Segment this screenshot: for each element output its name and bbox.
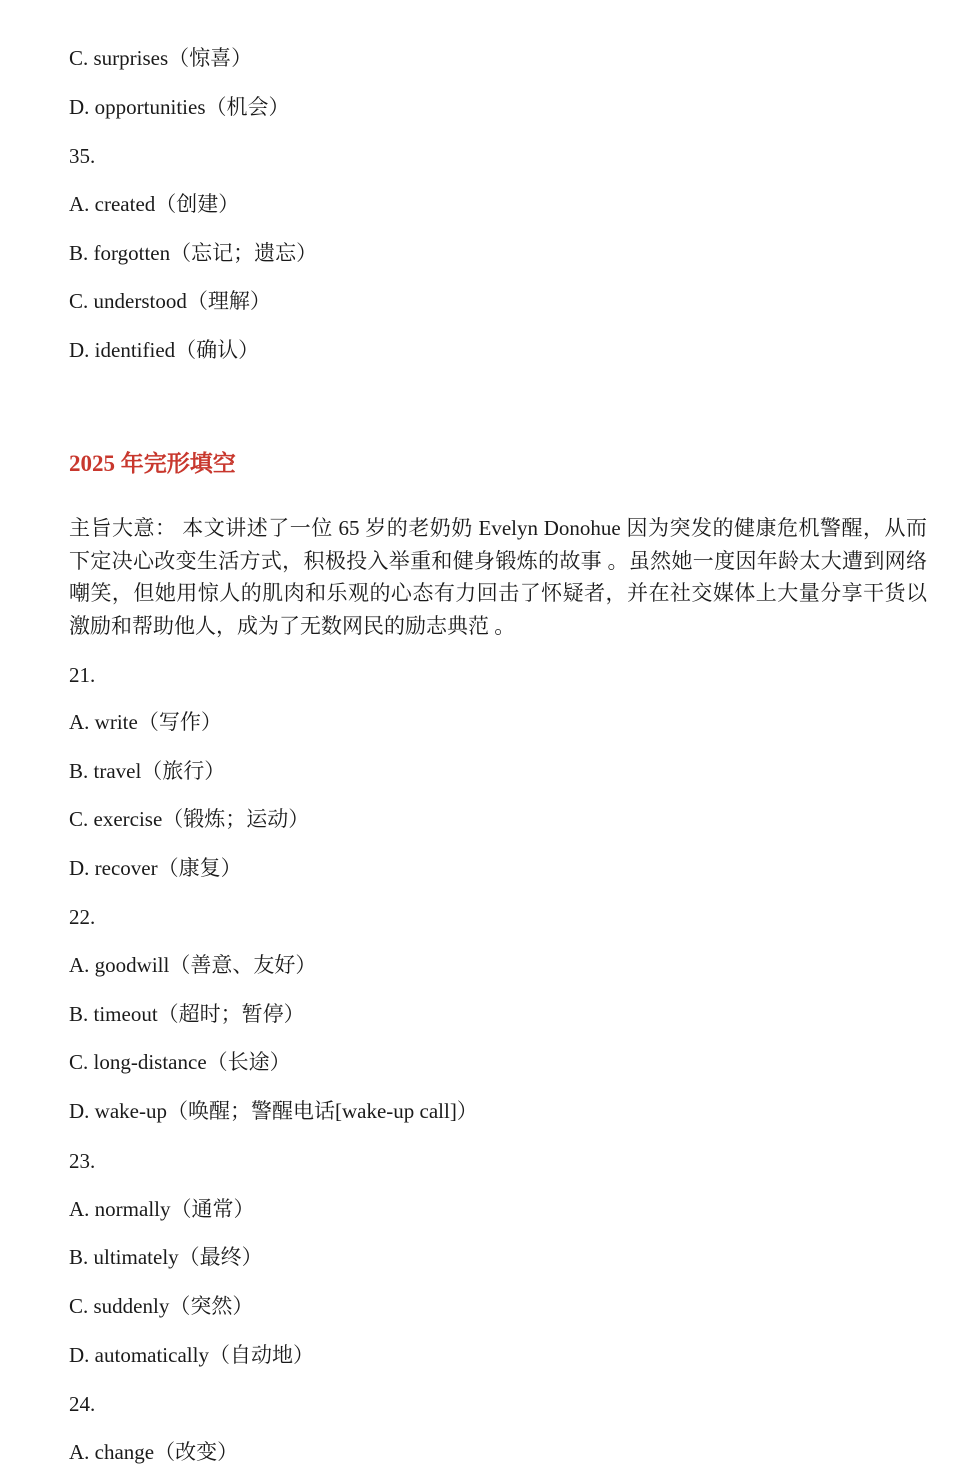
question-number: 21. — [69, 663, 96, 687]
option-c: C. long-distance（长途） — [69, 1050, 291, 1074]
question-number: 35. — [69, 144, 96, 168]
option-a: A. write（写作） — [69, 710, 222, 734]
question-number: 24. — [69, 1392, 96, 1416]
option-b: B. timeout（超时；暂停） — [69, 1002, 305, 1026]
option-d: D. identified（确认） — [69, 338, 260, 362]
option-d: D. automatically（自动地） — [69, 1343, 314, 1367]
option-c: C. understood（理解） — [69, 289, 271, 313]
option-b: B. travel（旅行） — [69, 759, 226, 783]
option-a: A. normally（通常） — [69, 1197, 255, 1221]
option-a: A. goodwill（善意、友好） — [69, 953, 317, 977]
question-number: 23. — [69, 1149, 96, 1173]
option-a: A. created（创建） — [69, 192, 240, 216]
section-title: 2025 年完形填空 — [69, 451, 236, 476]
option-c: C. surprises（惊喜） — [69, 46, 253, 70]
option-d: D. wake-up（唤醒；警醒电话[wake-up call]） — [69, 1099, 478, 1123]
option-b: B. ultimately（最终） — [69, 1245, 263, 1269]
option-d: D. opportunities（机会） — [69, 95, 290, 119]
option-d: D. recover（康复） — [69, 856, 242, 880]
question-number: 22. — [69, 905, 96, 929]
option-c: C. exercise（锻炼；运动） — [69, 807, 310, 831]
main-idea-paragraph: 主旨大意： 本文讲述了一位 65 岁的老奶奶 Evelyn Donohue 因为突发的健康危机警醒，从而下定决心改变生活方式，积极投入举重和健身锻炼的故事 。虽然她一度因年龄太大遭到网络嘲笑，但她用惊人的肌肉和乐观的心态有力回击了怀疑者，并在社交媒体上大量分享干货以激励和帮助他人，成为了无数网民的励志典范 。 — [69, 516, 927, 638]
option-c: C. suddenly（突然） — [69, 1294, 254, 1318]
option-b: B. forgotten（忘记；遗忘） — [69, 241, 318, 265]
option-a: A. change（改变） — [69, 1440, 239, 1464]
